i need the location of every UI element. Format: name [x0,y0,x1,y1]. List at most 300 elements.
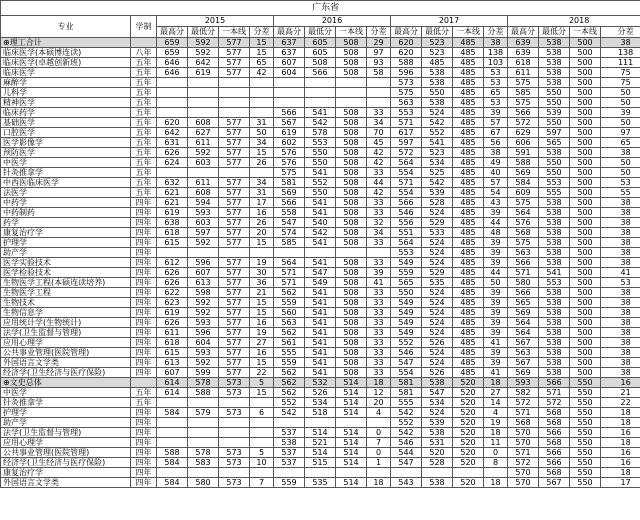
table-row [1,128,640,138]
length-cell: 四年 [131,288,157,298]
score-cell: 607 [188,268,219,278]
score-cell: 562 [274,328,305,338]
score-cell: 16 [601,428,640,438]
length-cell: 四年 [131,218,157,228]
score-cell [274,418,305,428]
score-cell: 577 [219,148,250,158]
header-column: 最高分 [508,27,539,38]
score-cell: 566 [274,108,305,118]
score-cell: 564 [391,158,422,168]
score-cell: 584 [157,408,188,418]
score-cell [219,168,250,178]
major-cell: 生物医学工程 [1,288,131,298]
score-cell: 538 [422,378,453,388]
score-cell: 620 [157,118,188,128]
score-cell [367,418,391,428]
score-cell: 575 [391,88,422,98]
score-cell [336,418,367,428]
score-cell: 538 [539,288,570,298]
score-cell: 617 [391,128,422,138]
score-cell: 571 [539,388,570,398]
score-cell: 571 [508,408,539,418]
score-cell: 38 [601,198,640,208]
score-cell: 39 [484,238,508,248]
score-cell: 485 [453,198,484,208]
score-cell [157,88,188,98]
score-cell [250,398,274,408]
score-cell: 570 [508,468,539,478]
score-cell: 93 [367,58,391,68]
major-cell: 针灸推拿学 [1,398,131,408]
score-cell: 44 [484,268,508,278]
score-cell: 500 [570,218,601,228]
table-row [1,428,640,438]
score-cell: 612 [157,258,188,268]
score-cell: 618 [157,228,188,238]
score-cell: 485 [453,218,484,228]
header-column: 分差 [601,27,640,38]
score-cell: 577 [219,238,250,248]
score-cell: 541 [305,238,336,248]
score-cell: 53 [601,178,640,188]
score-cell: 485 [453,308,484,318]
score-cell: 562 [274,378,305,388]
score-cell: 538 [539,258,570,268]
score-cell [250,418,274,428]
score-cell: 500 [570,338,601,348]
header-column: 分差 [367,27,391,38]
score-cell: 508 [336,238,367,248]
score-cell: 524 [422,208,453,218]
score-cell: 539 [539,108,570,118]
score-cell: 528 [422,198,453,208]
score-cell: 500 [570,278,601,288]
score-cell: 550 [570,418,601,428]
score-cell: 550 [539,98,570,108]
score-cell: 541 [305,298,336,308]
score-cell: 523 [422,148,453,158]
score-cell: 26 [250,158,274,168]
score-cell: 541 [305,348,336,358]
score-cell [484,468,508,478]
score-cell: 550 [570,478,601,488]
score-cell: 571 [391,178,422,188]
score-cell: 16 [601,378,640,388]
score-cell: 500 [570,188,601,198]
table-row [1,108,640,118]
score-cell: 18 [601,418,640,428]
table-row [1,388,640,398]
score-cell: 16 [250,208,274,218]
score-cell: 508 [336,298,367,308]
score-cell: 538 [274,438,305,448]
score-cell [422,468,453,478]
major-cell: 助产学 [1,418,131,428]
score-cell [219,88,250,98]
score-cell: 582 [508,388,539,398]
score-cell: 11 [484,438,508,448]
score-cell: 564 [274,258,305,268]
score-cell [188,108,219,118]
table-row [1,98,640,108]
score-cell: 550 [539,118,570,128]
score-cell: 8 [484,458,508,468]
length-cell: 五年 [131,388,157,398]
score-cell: 33 [367,258,391,268]
score-cell: 585 [274,238,305,248]
table-row [1,268,640,278]
score-cell [188,398,219,408]
score-cell: 620 [391,38,422,48]
score-cell: 514 [336,458,367,468]
score-cell: 569 [274,188,305,198]
score-cell: 575 [508,78,539,88]
score-cell: 524 [422,248,453,258]
score-cell: 500 [570,198,601,208]
table-row [1,368,640,378]
score-cell: 559 [274,478,305,488]
major-cell: 应用心理学 [1,438,131,448]
score-cell [274,98,305,108]
score-cell: 44 [484,218,508,228]
score-cell: 555 [391,398,422,408]
score-cell: 603 [188,218,219,228]
score-cell: 39 [484,308,508,318]
score-cell: 598 [188,288,219,298]
length-cell: 四年 [131,478,157,488]
length-cell: 四年 [131,328,157,338]
score-cell: 538 [539,198,570,208]
score-cell: 566 [508,258,539,268]
score-cell: 572 [508,398,539,408]
score-cell: 4 [367,408,391,418]
score-cell: 75 [601,78,640,88]
score-cell: 542 [305,118,336,128]
major-cell: 应用统计学(生物统计) [1,318,131,328]
score-cell: 508 [336,128,367,138]
score-cell: 642 [188,58,219,68]
score-cell: 611 [188,178,219,188]
score-cell: 615 [157,348,188,358]
score-cell: 500 [570,138,601,148]
score-cell: 593 [188,348,219,358]
score-cell: 33 [367,318,391,328]
score-cell: 508 [336,48,367,58]
score-cell: 577 [219,48,250,58]
score-cell: 568 [508,418,539,428]
score-cell: 593 [508,378,539,388]
header-year: 2016 [274,16,391,27]
length-cell: 八年 [131,48,157,58]
score-cell: 50 [484,278,508,288]
score-cell: 485 [453,368,484,378]
score-cell: 553 [539,278,570,288]
score-cell: 53 [484,98,508,108]
score-cell: 485 [453,328,484,338]
score-cell: 541 [305,318,336,328]
score-cell: 573 [219,408,250,418]
score-cell [188,428,219,438]
score-cell: 578 [188,378,219,388]
length-cell: 四年 [131,318,157,328]
score-cell [157,168,188,178]
score-cell: 585 [508,88,539,98]
score-cell: 53 [601,278,640,288]
score-cell: 541 [305,338,336,348]
table-row [1,338,640,348]
score-cell: 485 [453,358,484,368]
score-cell: 603 [188,158,219,168]
score-cell: 542 [422,118,453,128]
score-cell: 520 [453,388,484,398]
length-cell: 五年 [131,178,157,188]
score-cell: 38 [601,258,640,268]
score-cell [188,468,219,478]
score-cell: 549 [391,298,422,308]
score-cell: 520 [453,458,484,468]
score-cell: 558 [274,208,305,218]
score-cell [219,398,250,408]
score-cell: 550 [570,388,601,398]
length-cell: 五年 [131,78,157,88]
score-cell: 577 [219,228,250,238]
score-cell: 564 [508,328,539,338]
score-cell: 524 [422,308,453,318]
score-cell: 559 [391,268,422,278]
major-cell: 生物医学工程(本硕连读培养) [1,278,131,288]
score-cell: 563 [391,98,422,108]
major-cell: 临床医学(卓越创新班) [1,58,131,68]
score-cell: 659 [157,48,188,58]
score-cell: 642 [157,128,188,138]
score-cell: 550 [570,398,601,408]
major-cell: 法医学 [1,188,131,198]
score-cell: 524 [422,408,453,418]
score-cell: 538 [539,238,570,248]
score-cell: 32 [367,218,391,228]
score-cell: 55 [601,188,640,198]
score-cell: 608 [188,188,219,198]
score-cell: 500 [570,98,601,108]
score-cell: 538 [422,68,453,78]
score-cell: 541 [305,358,336,368]
score-cell: 42 [367,148,391,158]
score-cell: 627 [188,128,219,138]
score-cell: 485 [422,58,453,68]
score-cell: 566 [539,378,570,388]
score-cell: 578 [305,128,336,138]
header-length: 学制 [131,16,157,38]
score-cell: 609 [508,188,539,198]
score-cell: 526 [422,338,453,348]
major-cell: 经济学(卫生经济与医疗保险) [1,458,131,468]
score-cell: 15 [250,148,274,158]
score-cell: 538 [539,78,570,88]
score-cell: 538 [422,98,453,108]
score-cell: 12 [367,388,391,398]
score-cell: 500 [570,248,601,258]
table-row [1,138,640,148]
table-row [1,208,640,218]
score-cell: 626 [157,268,188,278]
group-row [1,38,640,48]
score-cell: 637 [274,48,305,58]
score-cell: 529 [422,218,453,228]
score-cell [367,88,391,98]
score-cell [250,428,274,438]
score-cell: 500 [570,238,601,248]
major-cell: 公共事业管理(医院管理) [1,448,131,458]
score-cell: 15 [250,238,274,248]
score-cell: 613 [188,278,219,288]
table-row [1,218,640,228]
score-cell: 65 [250,58,274,68]
score-cell: 578 [188,448,219,458]
score-cell: 565 [508,298,539,308]
score-cell: 514 [336,408,367,418]
length-cell: 四年 [131,428,157,438]
score-cell: 553 [391,248,422,258]
score-cell: 514 [305,448,336,458]
score-cell: 566 [539,428,570,438]
score-cell: 542 [391,408,422,418]
score-cell: 553 [539,178,570,188]
score-cell: 626 [157,148,188,158]
score-cell [188,88,219,98]
length-cell: 四年 [131,368,157,378]
score-cell: 485 [453,268,484,278]
length-cell: 四年 [131,298,157,308]
score-cell: 33 [367,198,391,208]
length-cell: 五年 [131,148,157,158]
header-column: 分差 [484,27,508,38]
length-cell: 四年 [131,458,157,468]
score-cell: 597 [391,138,422,148]
score-cell: 555 [539,188,570,198]
score-cell: 550 [570,408,601,418]
score-cell [219,98,250,108]
length-cell [131,378,157,388]
score-cell: 508 [336,178,367,188]
score-cell: 520 [453,378,484,388]
score-cell [188,168,219,178]
score-cell: 564 [508,318,539,328]
score-cell: 42 [367,158,391,168]
score-cell: 544 [391,448,422,458]
score-cell: 42 [367,188,391,198]
score-cell: 39 [484,298,508,308]
score-cell: 16 [601,458,640,468]
score-cell: 39 [484,358,508,368]
score-cell [367,98,391,108]
score-cell: 520 [453,438,484,448]
score-cell: 508 [336,198,367,208]
score-cell: 500 [570,208,601,218]
score-cell: 508 [336,58,367,68]
length-cell: 四年 [131,418,157,428]
score-cell: 524 [422,298,453,308]
score-cell: 621 [157,188,188,198]
score-cell: 15 [250,298,274,308]
score-cell: 572 [391,148,422,158]
score-cell: 611 [508,68,539,78]
score-cell: 538 [422,478,453,488]
score-cell: 508 [336,148,367,158]
score-cell: 520 [453,448,484,458]
score-cell: 646 [157,68,188,78]
score-cell: 541 [305,328,336,338]
table-row [1,308,640,318]
score-cell: 500 [570,88,601,98]
score-cell: 577 [219,178,250,188]
score-cell: 520 [453,398,484,408]
score-cell: 632 [157,178,188,188]
score-cell: 500 [570,268,601,278]
score-cell: 619 [274,128,305,138]
table-row [1,188,640,198]
table-row [1,48,640,58]
header-column: 一本线 [219,27,250,38]
score-cell: 591 [508,148,539,158]
major-cell: 临床医学 [1,68,131,78]
score-cell [336,78,367,88]
score-cell [305,468,336,478]
score-cell: 15 [250,358,274,368]
score-cell: 534 [422,398,453,408]
major-cell: 针灸推拿学 [1,168,131,178]
major-cell: 康复治疗学 [1,228,131,238]
table-row [1,418,640,428]
score-cell: 605 [305,48,336,58]
score-cell: 500 [570,348,601,358]
score-cell: 7 [367,438,391,448]
score-cell [219,438,250,448]
score-cell: 577 [219,358,250,368]
score-cell: 613 [157,358,188,368]
score-cell: 138 [601,48,640,58]
score-cell: 572 [539,398,570,408]
score-cell: 111 [601,58,640,68]
score-cell: 34 [367,118,391,128]
score-cell: 547 [391,358,422,368]
score-cell [219,248,250,258]
major-cell: ⊕理工合计 [1,38,131,48]
score-cell: 566 [539,448,570,458]
header-column: 一本线 [453,27,484,38]
table-row [1,168,640,178]
score-cell [336,468,367,478]
score-cell [219,78,250,88]
score-cell: 533 [422,228,453,238]
score-cell: 33 [367,208,391,218]
score-cell: 588 [391,58,422,68]
score-cell [453,468,484,478]
table-row [1,318,640,328]
score-cell: 535 [422,278,453,288]
header-major: 专业 [1,16,131,38]
score-cell: 38 [601,248,640,258]
score-cell: 520 [453,428,484,438]
score-cell: 639 [508,48,539,58]
score-cell [219,108,250,118]
score-cell: 567 [508,338,539,348]
score-cell: 500 [570,328,601,338]
score-cell: 485 [453,298,484,308]
header-column: 一本线 [570,27,601,38]
length-cell: 四年 [131,408,157,418]
length-cell: 五年 [131,108,157,118]
score-cell: 559 [274,358,305,368]
